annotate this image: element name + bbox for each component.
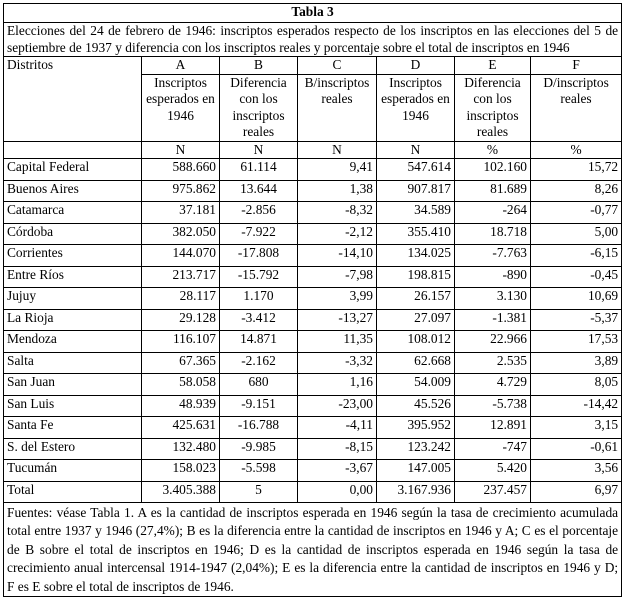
column-letter: A: [142, 57, 220, 75]
value-cell-f: 3,89: [531, 352, 622, 374]
value-cell-c: -8,15: [298, 438, 377, 460]
value-cell-f: 8,05: [531, 374, 622, 396]
table-row: [4, 266, 622, 288]
value-cell-f: -0,61: [531, 438, 622, 460]
district-cell: La Rioja: [4, 309, 142, 331]
value-cell-c: -8,32: [298, 202, 377, 224]
value-cell-d: 34.589: [377, 202, 455, 224]
table-row: [4, 395, 622, 417]
value-cell-b: 14.871: [220, 331, 298, 353]
value-cell-a: 382.050: [142, 223, 220, 245]
value-cell-e: -5.738: [455, 395, 531, 417]
value-cell-f: 5,00: [531, 223, 622, 245]
value-cell-b: -16.788: [220, 417, 298, 439]
value-cell-e: 22.966: [455, 331, 531, 353]
value-cell-a: 67.365: [142, 352, 220, 374]
value-cell-c: -3,32: [298, 352, 377, 374]
column-unit: %: [531, 141, 622, 159]
value-cell-d: 27.097: [377, 309, 455, 331]
district-cell: Total: [4, 481, 142, 503]
table-row: [4, 180, 622, 202]
district-cell: Córdoba: [4, 223, 142, 245]
value-cell-b: -2.856: [220, 202, 298, 224]
column-letter: B: [220, 57, 298, 75]
value-cell-b: -2.162: [220, 352, 298, 374]
column-description: D/inscriptos reales: [531, 74, 622, 141]
table-row: [4, 159, 622, 181]
value-cell-d: 547.614: [377, 159, 455, 181]
value-cell-a: 28.117: [142, 288, 220, 310]
value-cell-d: 54.009: [377, 374, 455, 396]
value-cell-e: 18.718: [455, 223, 531, 245]
total-row: [4, 481, 622, 503]
value-cell-f: 10,69: [531, 288, 622, 310]
value-cell-c: 9,41: [298, 159, 377, 181]
district-cell: Santa Fe: [4, 417, 142, 439]
value-cell-a: 116.107: [142, 331, 220, 353]
table-row: [4, 417, 622, 439]
value-cell-c: -4,11: [298, 417, 377, 439]
table-row: [4, 245, 622, 267]
district-cell: Capital Federal: [4, 159, 142, 181]
value-cell-b: 13.644: [220, 180, 298, 202]
value-cell-f: -0,45: [531, 266, 622, 288]
value-cell-d: 108.012: [377, 331, 455, 353]
value-cell-c: 3,99: [298, 288, 377, 310]
data-table: [3, 3, 622, 597]
value-cell-c: -14,10: [298, 245, 377, 267]
value-cell-e: -890: [455, 266, 531, 288]
value-cell-f: 3,15: [531, 417, 622, 439]
value-cell-b: 1.170: [220, 288, 298, 310]
value-cell-b: -5.598: [220, 460, 298, 482]
column-letter: F: [531, 57, 622, 75]
value-cell-d: 62.668: [377, 352, 455, 374]
table-row: [4, 352, 622, 374]
district-cell: San Luis: [4, 395, 142, 417]
value-cell-e: 2.535: [455, 352, 531, 374]
value-cell-a: 588.660: [142, 159, 220, 181]
column-letter: E: [455, 57, 531, 75]
value-cell-f: -0,77: [531, 202, 622, 224]
value-cell-d: 395.952: [377, 417, 455, 439]
units-blank-cell: [4, 141, 142, 159]
value-cell-a: 3.405.388: [142, 481, 220, 503]
column-unit: N: [220, 141, 298, 159]
value-cell-e: -7.763: [455, 245, 531, 267]
value-cell-c: -7,98: [298, 266, 377, 288]
district-cell: Jujuy: [4, 288, 142, 310]
table-row: [4, 202, 622, 224]
value-cell-f: -14,42: [531, 395, 622, 417]
header-units-row: [4, 141, 622, 159]
value-cell-a: 144.070: [142, 245, 220, 267]
value-cell-b: -3.412: [220, 309, 298, 331]
value-cell-a: 213.717: [142, 266, 220, 288]
table-row: [4, 309, 622, 331]
value-cell-c: 11,35: [298, 331, 377, 353]
value-cell-a: 425.631: [142, 417, 220, 439]
value-cell-a: 158.023: [142, 460, 220, 482]
table-row: [4, 331, 622, 353]
value-cell-a: 29.128: [142, 309, 220, 331]
value-cell-c: -13,27: [298, 309, 377, 331]
district-cell: Tucumán: [4, 460, 142, 482]
value-cell-e: 102.160: [455, 159, 531, 181]
table-row: [4, 460, 622, 482]
table-row: [4, 288, 622, 310]
value-cell-e: 12.891: [455, 417, 531, 439]
column-description: Inscriptos esperados en 1946: [377, 74, 455, 141]
district-cell: Corrientes: [4, 245, 142, 267]
value-cell-c: -23,00: [298, 395, 377, 417]
value-cell-f: 6,97: [531, 481, 622, 503]
value-cell-d: 134.025: [377, 245, 455, 267]
table-description: Elecciones del 24 de febrero de 1946: inscriptos esperados respecto de los inscriptos en las elecciones del 5 de septiembre de 1937 y diferencia con los inscriptos reales y porcentaje sobre el total de inscriptos en 1946: [4, 23, 622, 57]
district-cell: San Juan: [4, 374, 142, 396]
value-cell-d: 355.410: [377, 223, 455, 245]
district-cell: Buenos Aires: [4, 180, 142, 202]
column-letter: C: [298, 57, 377, 75]
value-cell-b: -9.985: [220, 438, 298, 460]
value-cell-f: 3,56: [531, 460, 622, 482]
table-title: Tabla 3: [4, 4, 622, 23]
column-letter: D: [377, 57, 455, 75]
column-unit: %: [455, 141, 531, 159]
header-letters-row: [4, 57, 622, 75]
table-row: [4, 374, 622, 396]
district-cell: Mendoza: [4, 331, 142, 353]
value-cell-c: -3,67: [298, 460, 377, 482]
table-container: [3, 3, 621, 597]
value-cell-e: 237.457: [455, 481, 531, 503]
value-cell-c: -2,12: [298, 223, 377, 245]
value-cell-d: 123.242: [377, 438, 455, 460]
table-row: [4, 438, 622, 460]
value-cell-b: -15.792: [220, 266, 298, 288]
value-cell-b: -17.808: [220, 245, 298, 267]
value-cell-c: 1,38: [298, 180, 377, 202]
district-cell: S. del Estero: [4, 438, 142, 460]
table-row: [4, 223, 622, 245]
value-cell-d: 3.167.936: [377, 481, 455, 503]
value-cell-f: 15,72: [531, 159, 622, 181]
value-cell-e: -1.381: [455, 309, 531, 331]
value-cell-f: -5,37: [531, 309, 622, 331]
district-cell: Catamarca: [4, 202, 142, 224]
value-cell-d: 907.817: [377, 180, 455, 202]
value-cell-c: 0,00: [298, 481, 377, 503]
value-cell-e: 81.689: [455, 180, 531, 202]
district-cell: Salta: [4, 352, 142, 374]
value-cell-a: 37.181: [142, 202, 220, 224]
value-cell-d: 45.526: [377, 395, 455, 417]
value-cell-b: 680: [220, 374, 298, 396]
district-cell: Entre Ríos: [4, 266, 142, 288]
value-cell-d: 26.157: [377, 288, 455, 310]
table-footnote: Fuentes: véase Tabla 1. A es la cantidad de inscriptos esperada en 1946 según la tasa de crecimiento acumulada total entre 1937 y 1946 (27,4%); B es la diferencia entre la cantidad de inscriptos en 1946 y A; C es el porcentaje de B sobre el total de inscriptos en 1946; D es la cantidad de inscriptos esperada en 1946 según la tasa de crecimiento anual intercensal 1914-1947 (2,04%); E es la diferencia entre la cantidad de inscriptos en 1946 y D; F es E sobre el total de inscriptos de 1946.: [4, 503, 622, 597]
value-cell-a: 975.862: [142, 180, 220, 202]
value-cell-b: 61.114: [220, 159, 298, 181]
value-cell-f: 17,53: [531, 331, 622, 353]
column-description: Diferencia con los inscriptos reales: [455, 74, 531, 141]
value-cell-e: 4.729: [455, 374, 531, 396]
column-description: B/inscriptos reales: [298, 74, 377, 141]
value-cell-b: -9.151: [220, 395, 298, 417]
column-unit: N: [377, 141, 455, 159]
value-cell-b: 5: [220, 481, 298, 503]
value-cell-a: 48.939: [142, 395, 220, 417]
column-unit: N: [298, 141, 377, 159]
column-description: Diferencia con los inscriptos reales: [220, 74, 298, 141]
districts-header: Distritos: [4, 57, 142, 142]
column-description: Inscriptos esperados en 1946: [142, 74, 220, 141]
value-cell-f: 8,26: [531, 180, 622, 202]
value-cell-a: 58.058: [142, 374, 220, 396]
value-cell-e: -264: [455, 202, 531, 224]
column-unit: N: [142, 141, 220, 159]
value-cell-c: 1,16: [298, 374, 377, 396]
value-cell-b: -7.922: [220, 223, 298, 245]
value-cell-f: -6,15: [531, 245, 622, 267]
value-cell-e: -747: [455, 438, 531, 460]
value-cell-e: 3.130: [455, 288, 531, 310]
value-cell-d: 147.005: [377, 460, 455, 482]
value-cell-a: 132.480: [142, 438, 220, 460]
value-cell-d: 198.815: [377, 266, 455, 288]
value-cell-e: 5.420: [455, 460, 531, 482]
